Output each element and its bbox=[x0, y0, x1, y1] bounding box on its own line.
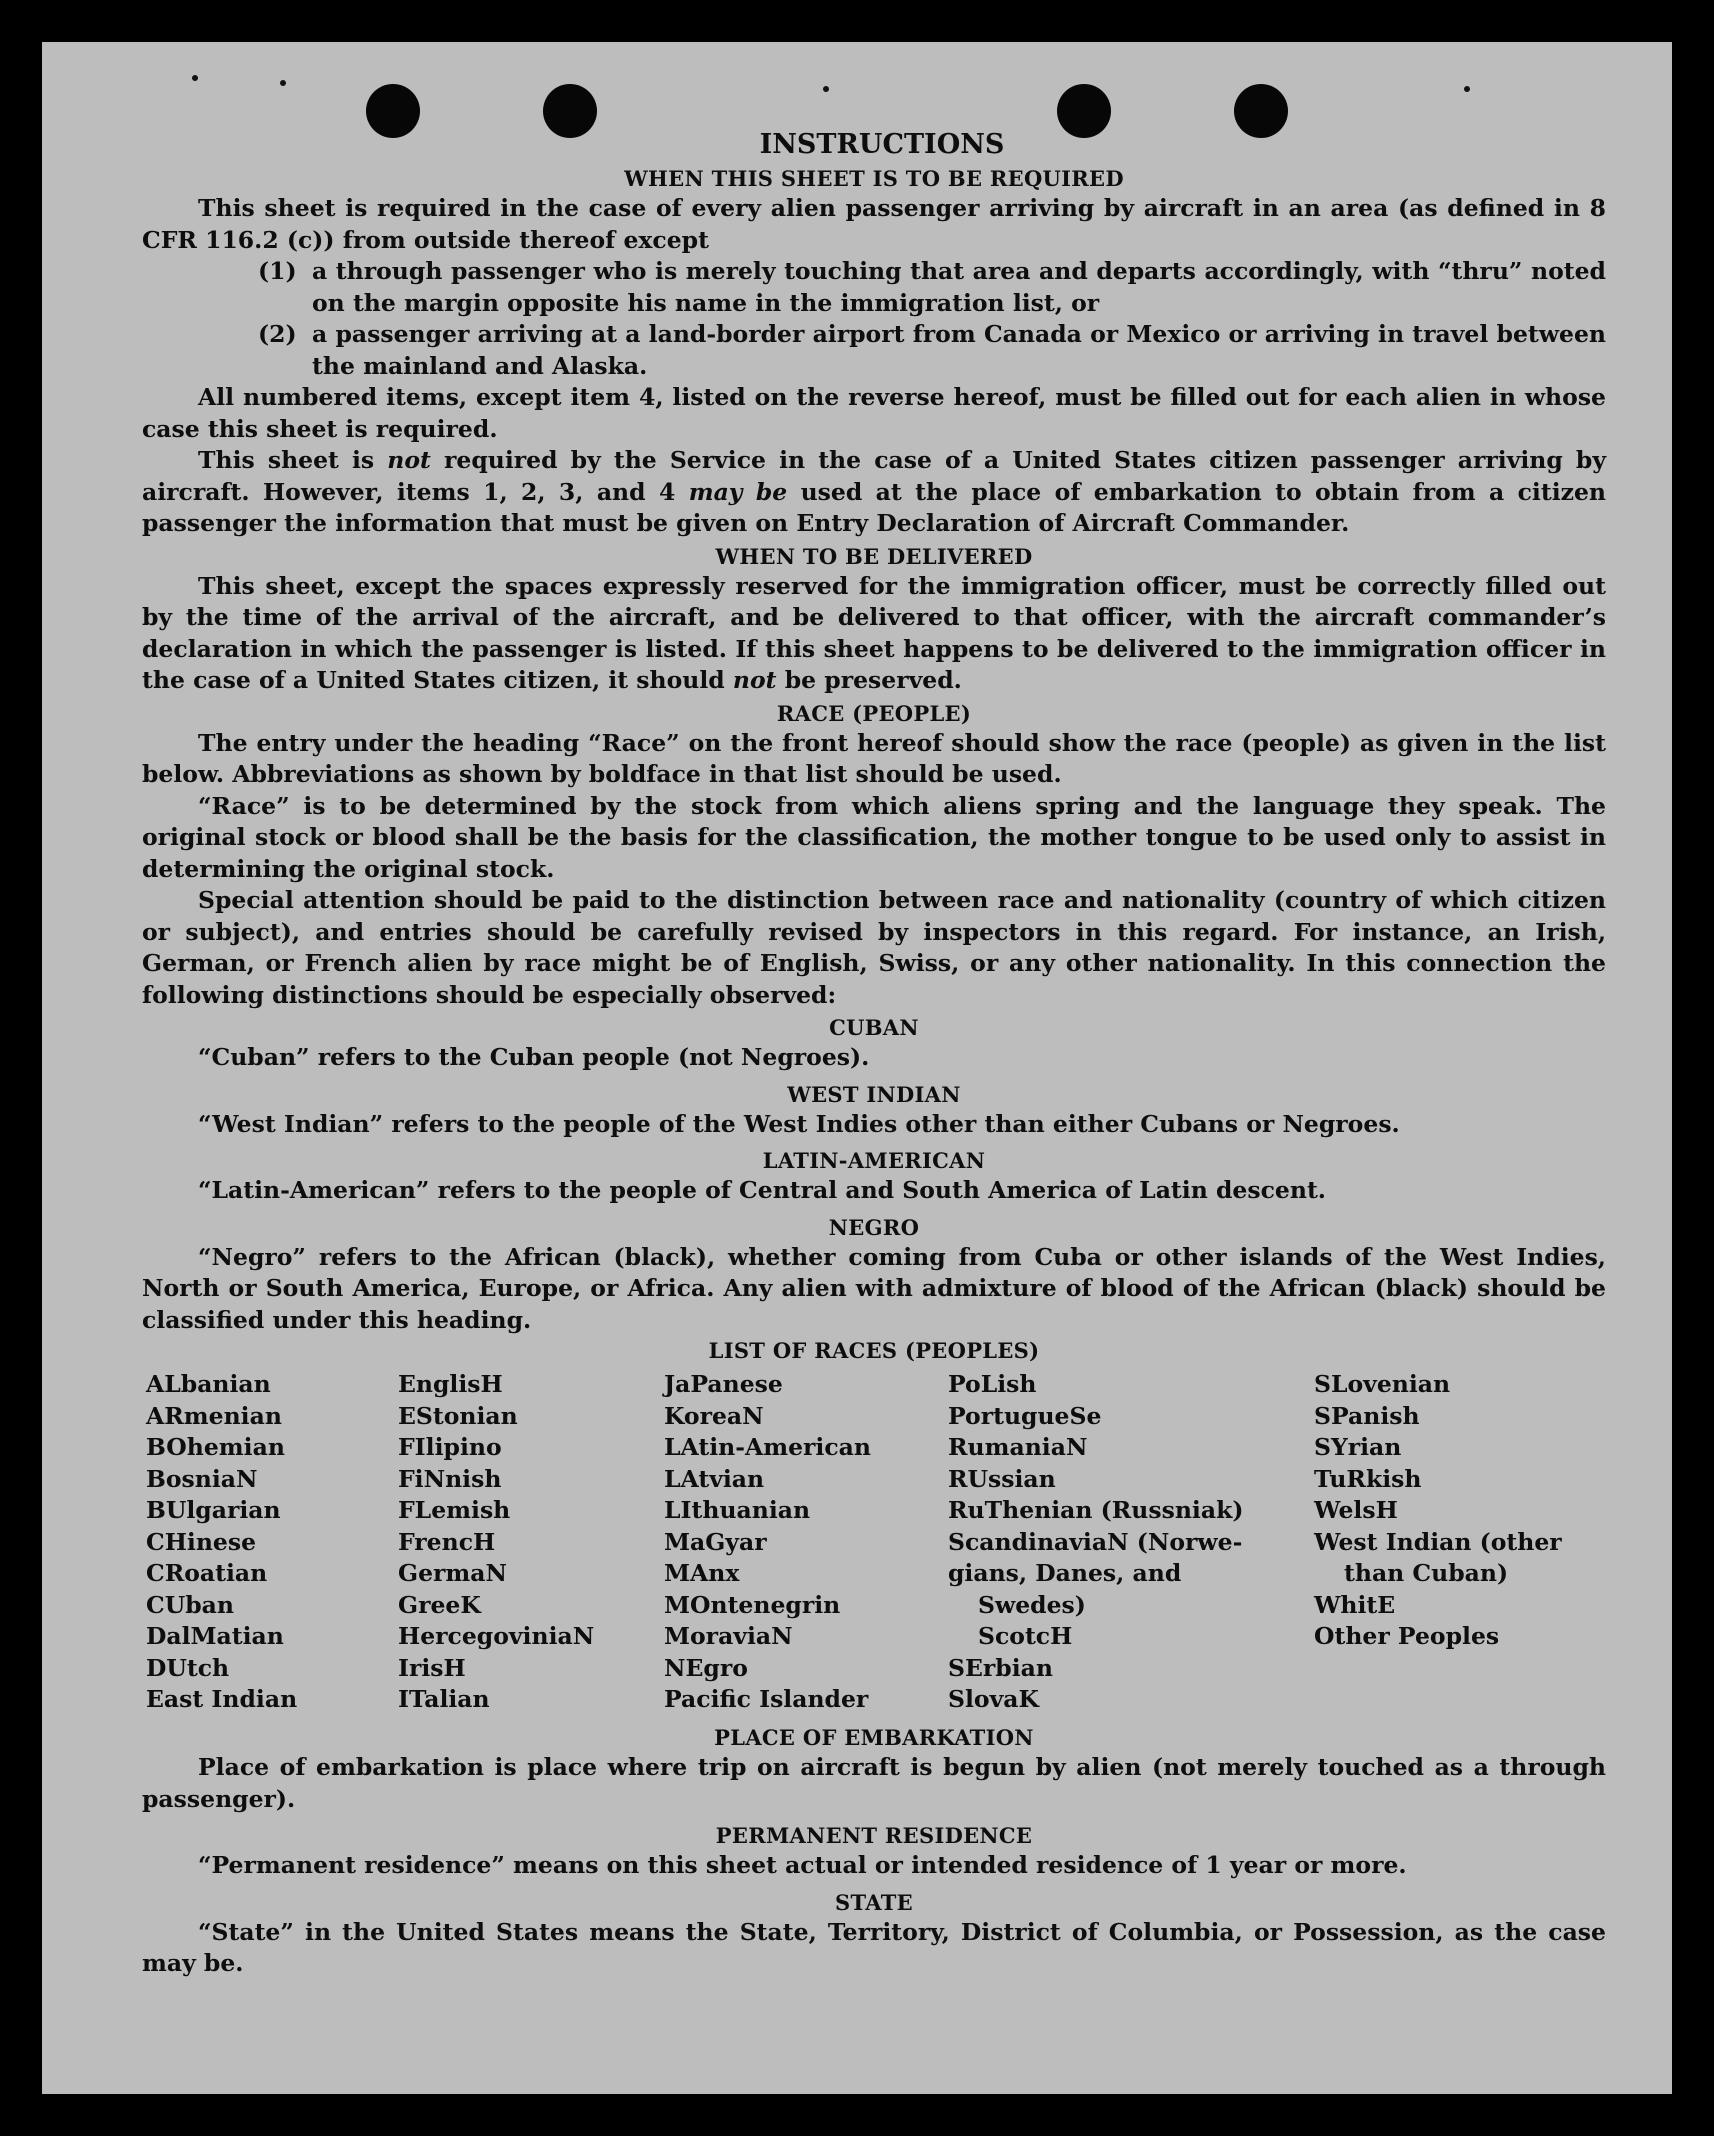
section-heading: PERMANENT RESIDENCE bbox=[715, 1823, 1033, 1848]
race-item: EStonian bbox=[398, 1401, 518, 1430]
race-item: MaGyar bbox=[664, 1527, 767, 1556]
race-item: ALbanian bbox=[146, 1370, 271, 1398]
section-heading: STATE bbox=[835, 1889, 913, 1915]
race-item: WhitE bbox=[1314, 1590, 1396, 1619]
race-item: WelsH bbox=[1314, 1496, 1398, 1524]
item-number: (2) bbox=[258, 320, 297, 348]
race-item: ScotcH bbox=[978, 1622, 1073, 1650]
race-item: SlovaK bbox=[948, 1685, 1039, 1713]
race-item: BUlgarian bbox=[146, 1496, 281, 1524]
paragraph: This sheet, except the spaces expressly reserved for the immigration officer, must be correctly filled out by the time of the arrival of the aircraft, and be delivered to that officer, with the aircraft commander’s declaration in which the passenger is listed. If this sheet happens to be delivered to the immigration officer in the case of a United States citizen, it should not be preserved. bbox=[142, 571, 1606, 694]
race-item: RuThenian (Russniak) bbox=[948, 1496, 1244, 1524]
race-item: SLovenian bbox=[1314, 1370, 1451, 1398]
race-item: ITalian bbox=[398, 1685, 490, 1713]
race-item: TuRkish bbox=[1314, 1464, 1422, 1493]
paragraph: “State” in the United States means the State, Territory, District of Columbia, or Possession, as the case may be. bbox=[142, 1917, 1606, 1977]
race-item: NEgro bbox=[664, 1653, 748, 1682]
race-item: East Indian bbox=[146, 1685, 298, 1713]
speck bbox=[823, 86, 829, 92]
section-heading: CUBAN bbox=[829, 1015, 919, 1040]
race-item: DalMatian bbox=[146, 1622, 284, 1650]
race-item: EnglisH bbox=[398, 1370, 503, 1398]
race-item: RumaniaN bbox=[948, 1433, 1088, 1461]
race-item: West Indian (other bbox=[1314, 1527, 1562, 1556]
paragraph: “Latin-American” refers to the people of Central and South America of Latin descent. bbox=[198, 1176, 1326, 1204]
instructions-body bbox=[142, 128, 1606, 1980]
race-item: FIlipino bbox=[398, 1433, 502, 1461]
paragraph: Place of embarkation is place where trip on aircraft is begun by alien (not merely touched as a through passenger). bbox=[142, 1753, 1606, 1813]
paragraph: This sheet is required in the case of every alien passenger arriving by aircraft in an area (as defined in 8 CFR 116.2 (c)) from outside thereof except bbox=[142, 194, 1606, 254]
race-item: PortugueSe bbox=[948, 1401, 1102, 1430]
race-column-2 bbox=[398, 1369, 594, 1716]
race-column-5 bbox=[1314, 1369, 1562, 1653]
paragraph: “Negro” refers to the African (black), whether coming from Cuba or other islands of the West Indies, North or South America, Europe, or Africa. Any alien with admixture of blood of the African (black) should be classified under this heading. bbox=[142, 1242, 1606, 1334]
race-item: CRoatian bbox=[146, 1559, 268, 1587]
race-item: gians, Danes, and bbox=[948, 1559, 1182, 1587]
paragraph: “Permanent residence” means on this sheet actual or intended residence of 1 year or more. bbox=[198, 1851, 1407, 1879]
speck bbox=[192, 75, 198, 81]
race-item: Swedes) bbox=[978, 1590, 1086, 1619]
race-column-4 bbox=[948, 1369, 1243, 1716]
race-item: HercegoviniaN bbox=[398, 1622, 595, 1650]
race-item: SPanish bbox=[1314, 1401, 1420, 1430]
race-item: ARmenian bbox=[146, 1401, 282, 1430]
race-item: IrisH bbox=[398, 1653, 466, 1682]
item-text: a passenger arriving at a land-border airport from Canada or Mexico or arriving in travel between the mainland and Alaska. bbox=[312, 320, 1606, 380]
section-heading: WHEN THIS SHEET IS TO BE REQUIRED bbox=[624, 166, 1124, 191]
race-item: FiNnish bbox=[398, 1464, 502, 1493]
document-sheet bbox=[42, 42, 1672, 2094]
section-heading: NEGRO bbox=[828, 1214, 920, 1240]
race-item: BosniaN bbox=[146, 1464, 258, 1493]
race-item: LAtin-American bbox=[664, 1433, 871, 1461]
paragraph: “Cuban” refers to the Cuban people (not Negroes). bbox=[198, 1043, 870, 1071]
race-item: JaPanese bbox=[664, 1370, 783, 1398]
race-column-1 bbox=[146, 1369, 297, 1716]
race-item: MoraviaN bbox=[664, 1622, 793, 1650]
list-item bbox=[142, 256, 1606, 319]
race-item: FrencH bbox=[398, 1527, 496, 1556]
race-item: SYrian bbox=[1314, 1433, 1402, 1461]
paragraph: All numbered items, except item 4, listed on the reverse hereof, must be filled out for each alien in whose case this sheet is required. bbox=[142, 383, 1606, 443]
race-item: than Cuban) bbox=[1344, 1559, 1509, 1587]
speck bbox=[280, 80, 286, 86]
race-item: LAtvian bbox=[664, 1464, 765, 1493]
section-heading: LATIN-AMERICAN bbox=[762, 1148, 986, 1173]
race-item: PoLish bbox=[948, 1370, 1037, 1398]
list-item bbox=[142, 319, 1606, 382]
paragraph: The entry under the heading “Race” on the front hereof should show the race (people) as given in the list below. Abbreviations as shown by boldface in that list should be used. bbox=[142, 728, 1606, 788]
race-item: SErbian bbox=[948, 1653, 1053, 1682]
race-item: GermaN bbox=[398, 1559, 507, 1587]
race-item: RUssian bbox=[948, 1464, 1056, 1493]
section-heading: RACE (PEOPLE) bbox=[776, 700, 972, 726]
race-item: FLemish bbox=[398, 1496, 511, 1524]
section-heading: PLACE OF EMBARKATION bbox=[714, 1725, 1034, 1750]
section-heading: WEST INDIAN bbox=[787, 1081, 961, 1107]
section-heading: WHEN TO BE DELIVERED bbox=[715, 543, 1033, 569]
race-item: MAnx bbox=[664, 1559, 740, 1587]
race-item: CUban bbox=[146, 1590, 234, 1619]
paragraph: “Race” is to be determined by the stock from which aliens spring and the language they speak. The original stock or blood shall be the basis for the classification, the mother tongue to be used only to assist in determining the original stock. bbox=[142, 791, 1606, 883]
paragraph: This sheet is not required by the Service in the case of a United States citizen passenger arriving by aircraft. However, items 1, 2, 3, and 4 may be used at the place of embarkation to obtain from a citizen passenger the information that must be given on Entry Declaration of Aircraft Commander. bbox=[142, 446, 1607, 537]
race-item: Pacific Islander bbox=[664, 1685, 869, 1713]
race-item: LIthuanian bbox=[664, 1496, 811, 1524]
race-item: ScandinaviaN (Norwe- bbox=[948, 1527, 1243, 1556]
race-item: BOhemian bbox=[146, 1433, 285, 1461]
race-item: MOntenegrin bbox=[664, 1590, 841, 1619]
race-column-3 bbox=[664, 1369, 871, 1716]
race-item: CHinese bbox=[146, 1527, 257, 1556]
section-heading: LIST OF RACES (PEOPLES) bbox=[708, 1338, 1040, 1363]
race-item: KoreaN bbox=[664, 1401, 764, 1430]
race-item: GreeK bbox=[398, 1590, 481, 1619]
speck bbox=[1464, 86, 1470, 92]
race-list bbox=[142, 1369, 1606, 1721]
page-title: INSTRUCTIONS bbox=[759, 129, 1005, 160]
paragraph: Special attention should be paid to the distinction between race and nationality (country of which citizen or subject), and entries should be carefully revised by inspectors in this regard. For instance, an Irish, German, or French alien by race might be of English, Swiss, or any other nationality. In this connection the following distinctions should be especially observed: bbox=[142, 886, 1606, 1009]
item-number: (1) bbox=[258, 257, 297, 285]
race-item: Other Peoples bbox=[1314, 1622, 1500, 1650]
item-text: a through passenger who is merely touching that area and departs accordingly, with “thru” noted on the margin opposite his name in the immigration list, or bbox=[312, 257, 1606, 317]
race-item: DUtch bbox=[146, 1653, 230, 1682]
paragraph: “West Indian” refers to the people of the West Indies other than either Cubans or Negroes. bbox=[198, 1109, 1400, 1138]
